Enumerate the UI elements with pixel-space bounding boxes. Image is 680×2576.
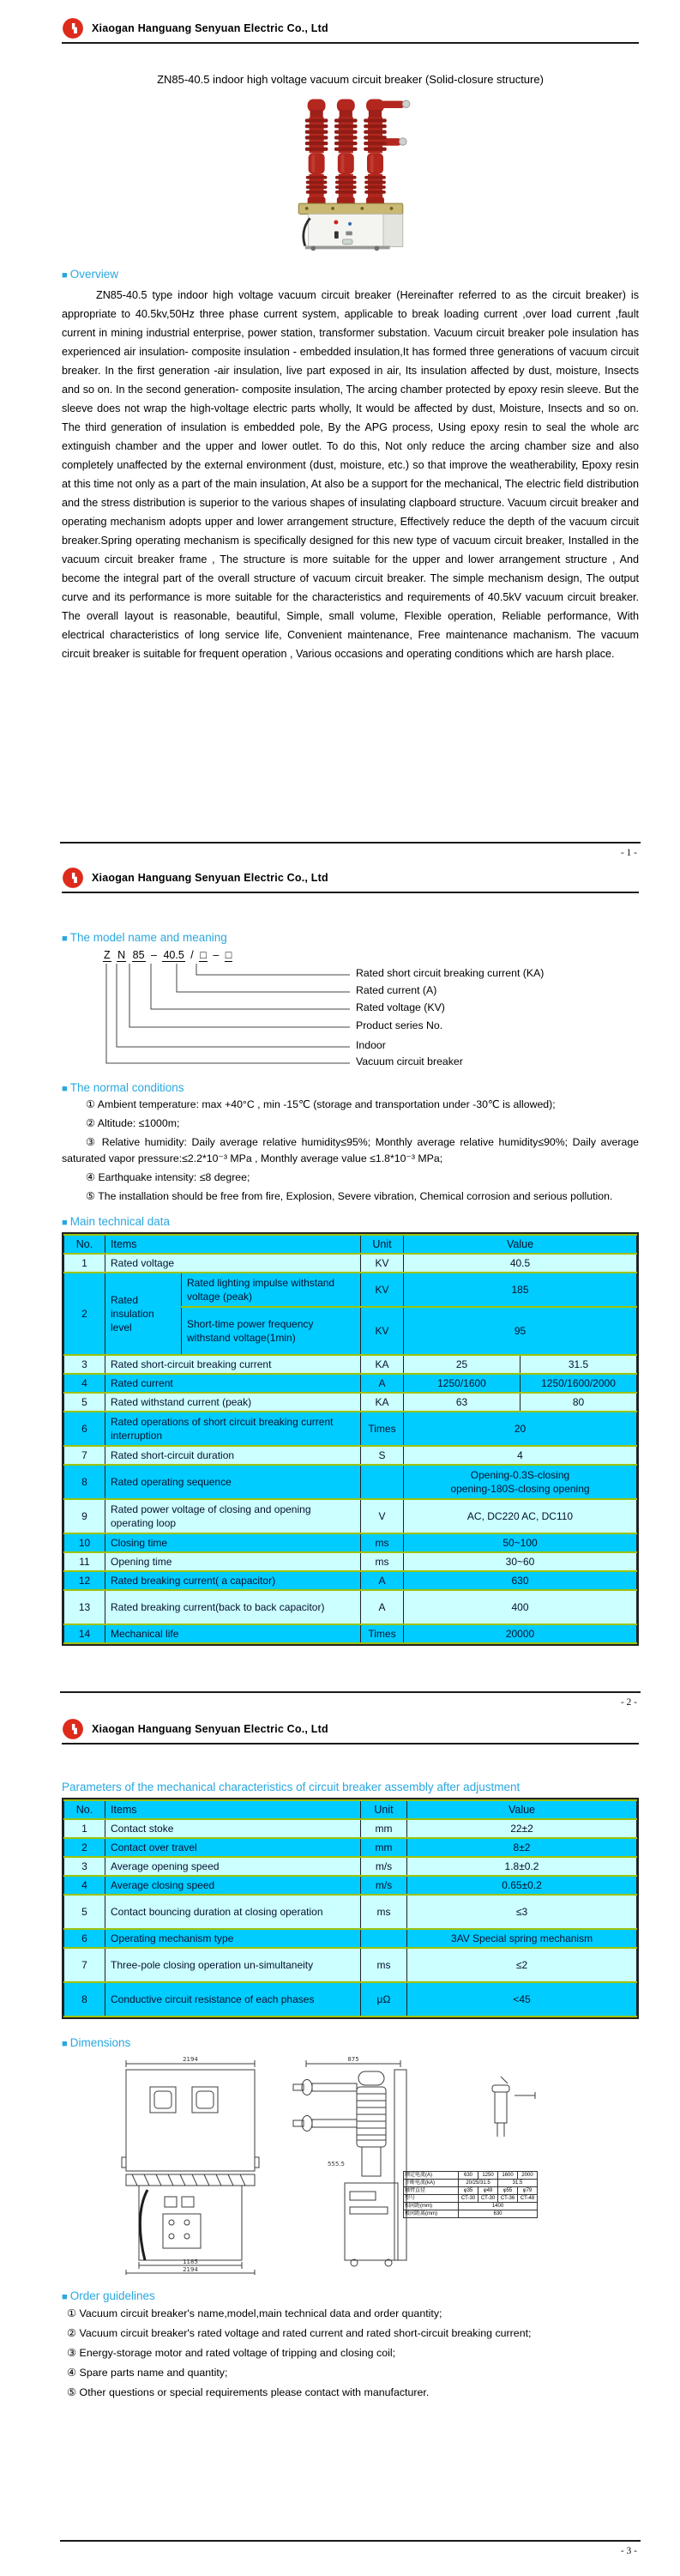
condition-item: ③ Relative humidity: Daily average relative humidity≤95%; Monthly average relative humidity≤90%; Daily average saturated vapor pressure:≤2.2*10⁻³ MPa , Monthly average value ≤1.8*10⁻³ MPa; bbox=[62, 1136, 639, 1164]
order-item: ④ Spare parts name and quantity; bbox=[67, 2367, 228, 2379]
col-header-value: Value bbox=[404, 1235, 637, 1254]
table-row bbox=[64, 1446, 637, 1465]
col-header-value: Value bbox=[407, 1800, 637, 1819]
model-code-part: – bbox=[213, 949, 220, 961]
model-connector-lines bbox=[62, 963, 353, 1069]
spec-row bbox=[404, 2180, 538, 2187]
spec-label: 额定电流(A) bbox=[404, 2172, 459, 2180]
cell-value: 1.8±0.2 bbox=[407, 1857, 637, 1876]
spec-value: 630 bbox=[459, 2210, 538, 2218]
spec-label: 极间距离(mm) bbox=[404, 2210, 459, 2218]
table-row bbox=[64, 1374, 637, 1393]
spec-label: 触臂直径 bbox=[404, 2187, 459, 2195]
cell-unit: KA bbox=[361, 1393, 404, 1412]
cell-no: 6 bbox=[64, 1929, 105, 1948]
cell-unit: m/s bbox=[361, 1876, 407, 1895]
table-row bbox=[64, 1533, 637, 1552]
cell-value: 8±2 bbox=[407, 1838, 637, 1857]
cell-value: 80 bbox=[521, 1393, 637, 1412]
outline-drawing bbox=[62, 2054, 639, 2276]
table-row bbox=[64, 1571, 637, 1590]
table-row bbox=[64, 1948, 637, 1982]
dim-label-bottom-inner: 1185 bbox=[183, 2259, 198, 2265]
spec-label: 型号 bbox=[404, 2195, 459, 2203]
cell-unit: KV bbox=[361, 1307, 404, 1355]
cell-no: 7 bbox=[64, 1948, 105, 1982]
cell-item: Rated operating sequence bbox=[105, 1465, 361, 1499]
spec-label: 相间距(mm) bbox=[404, 2203, 459, 2210]
table-row bbox=[64, 1857, 637, 1876]
condition-item: ⑤ The installation should be free from fire, Explosion, Severe vibration, Chemical corrosion and serious pollution. bbox=[86, 1190, 613, 1202]
spec-value: 31.5 bbox=[498, 2180, 538, 2187]
spec-row bbox=[404, 2203, 538, 2210]
cell-no: 12 bbox=[64, 1571, 105, 1590]
cell-no: 8 bbox=[64, 1982, 105, 2017]
model-code-part: / bbox=[190, 949, 194, 961]
cell-value: ≤3 bbox=[407, 1895, 637, 1929]
spec-value: 1250 bbox=[478, 2172, 498, 2180]
page-number: - 3 - bbox=[620, 2546, 637, 2556]
cell-unit: KV bbox=[361, 1254, 404, 1273]
dim-label-side-mid: 555.5 bbox=[327, 2161, 346, 2168]
cell-value: ≤2 bbox=[407, 1948, 637, 1982]
spec-value: 630 bbox=[459, 2172, 478, 2180]
cell-item: Rated breaking current(back to back capacitor) bbox=[105, 1590, 361, 1624]
dimensions-heading: ■ Dimensions bbox=[62, 2036, 639, 2049]
cell-unit: μΩ bbox=[361, 1982, 407, 2017]
cell-item: Rated breaking current( a capacitor) bbox=[105, 1571, 361, 1590]
cell-unit bbox=[361, 1929, 407, 1948]
spec-value: φ35 bbox=[459, 2187, 478, 2195]
col-header-unit: Unit bbox=[361, 1800, 407, 1819]
cell-unit: KA bbox=[361, 1355, 404, 1374]
cell-no: 14 bbox=[64, 1624, 105, 1643]
spec-row bbox=[404, 2187, 538, 2195]
cell-no: 4 bbox=[64, 1374, 105, 1393]
col-header-unit: Unit bbox=[361, 1235, 404, 1254]
cell-unit: Times bbox=[361, 1624, 404, 1643]
cell-no: 6 bbox=[64, 1412, 105, 1446]
cell-item: Operating mechanism type bbox=[105, 1929, 361, 1948]
model-label: Rated short circuit breaking current (KA) bbox=[356, 967, 545, 979]
cell-no: 8 bbox=[64, 1465, 105, 1499]
model-code-part: □ bbox=[200, 949, 207, 961]
table-row bbox=[64, 1876, 637, 1895]
table-row bbox=[64, 1590, 637, 1624]
cell-value: 40.5 bbox=[404, 1254, 637, 1273]
order-item: ① Vacuum circuit breaker's name,model,main technical data and order quantity; bbox=[67, 2307, 442, 2319]
spec-value: CT-36 bbox=[498, 2195, 518, 2203]
document-title: ZN85-40.5 indoor high voltage vacuum circuit breaker (Solid-closure structure) bbox=[157, 73, 544, 86]
cell-no: 5 bbox=[64, 1895, 105, 1929]
condition-item: ② Altitude: ≤1000m; bbox=[86, 1117, 180, 1129]
spec-value: 20/25/31.5 bbox=[459, 2180, 498, 2187]
product-photo-wrap bbox=[62, 93, 639, 254]
condition-item: ④ Earthquake intensity: ≤8 degree; bbox=[86, 1171, 250, 1183]
cell-item: Rated short-circuit breaking current bbox=[105, 1355, 361, 1374]
cell-value: 0.65±0.2 bbox=[407, 1876, 637, 1895]
model-code bbox=[62, 949, 639, 962]
table-row bbox=[64, 1552, 637, 1571]
page-footer-3 bbox=[60, 2540, 641, 2556]
document-header bbox=[62, 0, 639, 44]
cell-value: 50~100 bbox=[404, 1533, 637, 1552]
cell-unit: KV bbox=[361, 1273, 404, 1307]
cell-value: 22±2 bbox=[407, 1819, 637, 1838]
cell-item: Rated short-circuit duration bbox=[105, 1446, 361, 1465]
cell-unit: V bbox=[361, 1499, 404, 1533]
table-row bbox=[64, 1393, 637, 1412]
table-row bbox=[64, 1465, 637, 1499]
model-label: Rated voltage (KV) bbox=[356, 1001, 445, 1013]
page-2 bbox=[0, 862, 680, 1714]
spec-value: 1400 bbox=[459, 2203, 538, 2210]
page-footer-1 bbox=[60, 842, 641, 858]
spec-value: 1600 bbox=[498, 2172, 518, 2180]
cell-value: 4 bbox=[404, 1446, 637, 1465]
table-header-row bbox=[64, 1800, 637, 1819]
cell-item: Mechanical life bbox=[105, 1624, 361, 1643]
dimension-spec-table bbox=[403, 2171, 538, 2218]
table-row bbox=[64, 1499, 637, 1533]
page-3 bbox=[0, 1714, 680, 2576]
cell-unit: mm bbox=[361, 1819, 407, 1838]
model-code-part: Z bbox=[104, 949, 111, 961]
cell-value: 31.5 bbox=[521, 1355, 637, 1374]
page-footer-2 bbox=[60, 1691, 641, 1708]
model-code-part: □ bbox=[225, 949, 232, 961]
dimensions-drawing bbox=[62, 2054, 639, 2276]
cell-value: 1250/1600 bbox=[404, 1374, 521, 1393]
cell-unit: A bbox=[361, 1590, 404, 1624]
cell-subitem: Short-time power frequency withstand voltage(1min) bbox=[182, 1307, 361, 1355]
spec-value: 2000 bbox=[518, 2172, 538, 2180]
company-logo-icon bbox=[62, 1718, 84, 1740]
value-line: opening-180S-closing opening bbox=[450, 1483, 590, 1495]
product-photo bbox=[286, 93, 416, 254]
cell-no: 2 bbox=[64, 1838, 105, 1857]
order-item: ⑤ Other questions or special requirements please contact with manufacturer. bbox=[67, 2386, 430, 2398]
company-name: Xiaogan Hanguang Senyuan Electric Co., Ltd bbox=[92, 22, 328, 34]
cell-item: Conductive circuit resistance of each phases bbox=[105, 1982, 361, 2017]
table-row bbox=[64, 1273, 637, 1307]
cell-item: Rated power voltage of closing and opening operating loop bbox=[105, 1499, 361, 1533]
cell-no: 4 bbox=[64, 1876, 105, 1895]
document-header bbox=[62, 1714, 639, 1745]
col-header-no: No. bbox=[64, 1235, 105, 1254]
model-label: Product series No. bbox=[356, 1019, 443, 1031]
spec-row bbox=[404, 2172, 538, 2180]
value-line: Opening-0.3S-closing bbox=[470, 1469, 570, 1481]
page-number: - 2 - bbox=[620, 1697, 637, 1708]
spec-row bbox=[404, 2195, 538, 2203]
cell-unit: ms bbox=[361, 1552, 404, 1571]
cell-value: 400 bbox=[404, 1590, 637, 1624]
model-label: Rated current (A) bbox=[356, 984, 437, 996]
cell-value: 63 bbox=[404, 1393, 521, 1412]
cell-no: 3 bbox=[64, 1355, 105, 1374]
cell-value: 630 bbox=[404, 1571, 637, 1590]
table-row bbox=[64, 1355, 637, 1374]
mechanical-parameters-table bbox=[63, 1799, 637, 2017]
model-label: Indoor bbox=[356, 1039, 386, 1051]
dim-label-bottom-outer: 2194 bbox=[183, 2266, 198, 2273]
table-row bbox=[64, 1929, 637, 1948]
company-name: Xiaogan Hanguang Senyuan Electric Co., Ltd bbox=[92, 1723, 328, 1735]
cell-no: 5 bbox=[64, 1393, 105, 1412]
dim-label-front-width: 2194 bbox=[183, 2056, 198, 2063]
cell-no: 13 bbox=[64, 1590, 105, 1624]
cell-value: AC, DC220 AC, DC110 bbox=[404, 1499, 637, 1533]
cell-value: 1250/1600/2000 bbox=[521, 1374, 637, 1393]
cell-no: 7 bbox=[64, 1446, 105, 1465]
cell-item: Rated insulation level bbox=[105, 1273, 182, 1355]
main-technical-data-heading: ■ Main technical data bbox=[62, 1215, 639, 1228]
cell-unit: ms bbox=[361, 1948, 407, 1982]
cell-no: 11 bbox=[64, 1552, 105, 1571]
model-name-diagram bbox=[62, 949, 639, 1074]
table-row bbox=[64, 1819, 637, 1838]
cell-value: 25 bbox=[404, 1355, 521, 1374]
table-row bbox=[64, 1895, 637, 1929]
cell-item: Opening time bbox=[105, 1552, 361, 1571]
spec-value: CT-48 bbox=[518, 2195, 538, 2203]
cell-item: Rated withstand current (peak) bbox=[105, 1393, 361, 1412]
cell-no: 1 bbox=[64, 1254, 105, 1273]
cell-no: 3 bbox=[64, 1857, 105, 1876]
cell-unit: A bbox=[361, 1374, 404, 1393]
cell-unit: mm bbox=[361, 1838, 407, 1857]
cell-value: 30~60 bbox=[404, 1552, 637, 1571]
cell-unit: S bbox=[361, 1446, 404, 1465]
order-guidelines-heading: ■ Order guidelines bbox=[62, 2289, 639, 2302]
page-1 bbox=[0, 0, 680, 862]
cell-unit bbox=[361, 1465, 404, 1499]
cell-unit: A bbox=[361, 1571, 404, 1590]
overview-paragraph: ZN85-40.5 type indoor high voltage vacuum circuit breaker (Hereinafter referred to as the circuit breaker) is appropriate to 40.5kv,50Hz three phase current system, applicable to break loading current ,over load current ,fault current in mining industrial enterprise, power station, transformer substation. Vacuum circuit breaker pole insulation has experienced air insulation- composite insulation - embedded insulation,It has formed three generations of vacuum circuit breaker. In the first generation -air insulation, live part exposed in air, Its insulation affected by dust, moisture, Insects and so on. In the second generation- composite insulation, The arcing chamber protected by epoxy resin sleeve. But the sleeve does not wrap the high-voltage electric parts wholly, It would be affected by dust, Moisture, Insects and so on. The third generation of insulation is embedded pole, By the APG process, Using epoxy resin to seal the whole arc extinguish chamber and the upper and lower outlet. To do this, Not only reduce the arcing chamber size and also completely unaffected by the external environment (dust, moisture, etc.) so that improve the weatherability, Epoxy resin at this time not only as a part of the main insulation, At also be a support for the mechanical, The electric field distribution and the stress distribution is superior to the various shapes of insulating clapboard structure. Vacuum circuit breaker and operating mechanism adopts upper and lower arrangement structure, Effectively reduce the depth of the vacuum circuit breaker.Spring operating mechanism is specifically designed for this new type of vacuum circuit breaker, Installed in the vacuum circuit breaker frame , The structure is more suitable for the upper and lower arrangement structure , And become the integral part of the overall structure of vacuum circuit breaker. The simple mechanism design, The output curve and its performance is more suitable for the characteristics and requirements of 40.5kV vacuum circuit breaker. The overall layout is reasonable, beautiful, Simple, small volume, Flexible operation, Reliable performance, With electrical characteristics of long service life, Convenient maintenance, Free maintenance machanism. The vacuum circuit breaker is suitable for frequent operation , Various occasions and operating conditions which are harsh place. bbox=[62, 289, 639, 660]
spec-value: φ55 bbox=[498, 2187, 518, 2195]
cell-value: 3AV Special spring mechanism bbox=[407, 1929, 637, 1948]
overview-heading: ■ Overview bbox=[62, 268, 639, 281]
col-header-items: Items bbox=[105, 1235, 361, 1254]
order-item: ② Vacuum circuit breaker's rated voltage and rated current and rated short-circuit breaking current; bbox=[67, 2327, 532, 2339]
cell-unit: ms bbox=[361, 1533, 404, 1552]
col-header-items: Items bbox=[105, 1800, 361, 1819]
company-logo-icon bbox=[62, 17, 84, 39]
col-header-no: No. bbox=[64, 1800, 105, 1819]
table-row bbox=[64, 1982, 637, 2017]
model-code-part: – bbox=[151, 949, 157, 961]
cell-item: Average opening speed bbox=[105, 1857, 361, 1876]
cell-item: Rated voltage bbox=[105, 1254, 361, 1273]
model-meaning-heading: ■ The model name and meaning bbox=[62, 931, 639, 944]
mechanical-parameters-heading: Parameters of the mechanical characteristics of circuit breaker assembly after adjustment bbox=[62, 1781, 521, 1793]
cell-value: <45 bbox=[407, 1982, 637, 2017]
company-name: Xiaogan Hanguang Senyuan Electric Co., Ltd bbox=[92, 872, 328, 884]
main-technical-data-table-frame bbox=[62, 1232, 639, 1646]
spec-value: CT-30 bbox=[478, 2195, 498, 2203]
cell-no: 10 bbox=[64, 1533, 105, 1552]
normal-conditions-heading: ■ The normal conditions bbox=[62, 1081, 639, 1094]
cell-value: 185 bbox=[404, 1273, 637, 1307]
model-label: Vacuum circuit breaker bbox=[356, 1055, 463, 1067]
cell-item: Average closing speed bbox=[105, 1876, 361, 1895]
spec-value: φ49 bbox=[478, 2187, 498, 2195]
cell-value: 20 bbox=[404, 1412, 637, 1446]
cell-unit: ms bbox=[361, 1895, 407, 1929]
table-row bbox=[64, 1838, 637, 1857]
spec-label: 开断电流(kA) bbox=[404, 2180, 459, 2187]
cell-item: Three-pole closing operation un-simultaneity bbox=[105, 1948, 361, 1982]
model-code-part: N bbox=[117, 949, 126, 961]
cell-item: Contact over travel bbox=[105, 1838, 361, 1857]
dim-label-side-width: 875 bbox=[347, 2056, 359, 2063]
company-logo-icon bbox=[62, 867, 84, 889]
model-code-part: 40.5 bbox=[163, 949, 184, 961]
condition-item: ① Ambient temperature: max +40°C , min -15℃ (storage and transportation under -30℃ is allowed); bbox=[86, 1098, 556, 1110]
spec-value: φ79 bbox=[518, 2187, 538, 2195]
page-number: - 1 - bbox=[620, 848, 637, 858]
cell-item: Closing time bbox=[105, 1533, 361, 1552]
spec-value: CT-30 bbox=[459, 2195, 478, 2203]
main-technical-data-table bbox=[63, 1234, 637, 1644]
document-header bbox=[62, 862, 639, 893]
cell-value: 95 bbox=[404, 1307, 637, 1355]
mechanical-parameters-table-frame bbox=[62, 1798, 639, 2019]
table-header-row bbox=[64, 1235, 637, 1254]
cell-subitem: Rated lighting impulse withstand voltage (peak) bbox=[182, 1273, 361, 1307]
cell-item: Rated current bbox=[105, 1374, 361, 1393]
cell-unit: m/s bbox=[361, 1857, 407, 1876]
cell-no: 2 bbox=[64, 1273, 105, 1355]
cell-value: 20000 bbox=[404, 1624, 637, 1643]
order-item: ③ Energy-storage motor and rated voltage of tripping and closing coil; bbox=[67, 2347, 396, 2359]
table-row bbox=[64, 1254, 637, 1273]
cell-no: 1 bbox=[64, 1819, 105, 1838]
cell-item: Contact stoke bbox=[105, 1819, 361, 1838]
cell-no: 9 bbox=[64, 1499, 105, 1533]
spec-row bbox=[404, 2210, 538, 2218]
table-row bbox=[64, 1412, 637, 1446]
cell-value bbox=[404, 1465, 637, 1499]
cell-unit: Times bbox=[361, 1412, 404, 1446]
table-row bbox=[64, 1624, 637, 1643]
model-code-part: 85 bbox=[132, 949, 145, 961]
cell-item: Contact bouncing duration at closing operation bbox=[105, 1895, 361, 1929]
cell-item: Rated operations of short circuit breaking current interruption bbox=[105, 1412, 361, 1446]
